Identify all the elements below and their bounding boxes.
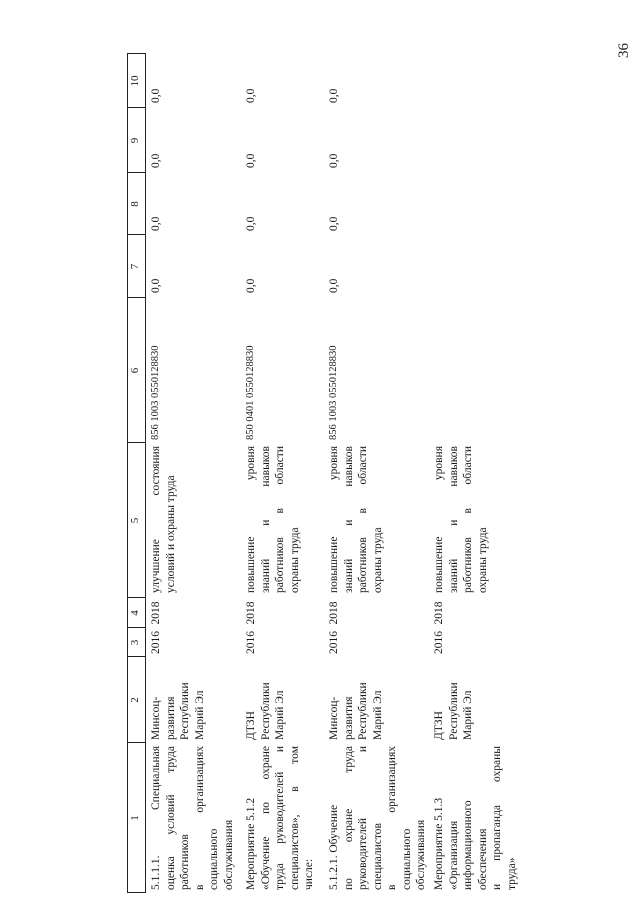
header-col-2: 2 <box>129 697 141 703</box>
text-line: специалистов <box>371 823 384 890</box>
row-3-value-10: 0,0 <box>328 88 340 103</box>
text-line: социального <box>208 828 220 890</box>
text-line: повышение уровня <box>328 446 340 593</box>
row-3-budget-code: 856 1003 0550128830 <box>328 345 339 440</box>
row-1-budget-code: 856 1003 0550128830 <box>150 345 161 440</box>
row-4-result <box>432 446 490 593</box>
row-2-executor: ДТЗН Республики Марий Эл <box>245 682 286 740</box>
text-line: повышение уровня <box>245 446 257 593</box>
text-line: обслуживания <box>415 819 427 890</box>
table-header-rule <box>145 53 146 893</box>
text-line: в организациях <box>386 746 398 890</box>
row-4-end-year: 2018 <box>433 601 445 625</box>
header-col-1: 1 <box>129 815 141 821</box>
row-4-start-year: 2016 <box>433 631 445 654</box>
text-line: работников в области <box>274 446 286 593</box>
row-3-executor: Минсоц- развития Республики Марий Эл <box>328 682 384 740</box>
row-3-end-year: 2018 <box>328 601 340 625</box>
text-line: знаний и навыков <box>447 446 460 593</box>
header-col-7: 7 <box>129 263 141 270</box>
text-line: охраны труда <box>476 527 489 593</box>
row-1-value-8: 0,0 <box>150 216 162 231</box>
text-line: и пропаганда охраны <box>491 746 503 890</box>
text-line: работников в области <box>462 446 474 593</box>
text-line: числе: <box>303 858 315 890</box>
text-line: повышение уровня <box>433 446 445 593</box>
text-line: «Обучение по охране <box>259 746 272 890</box>
text-line: Мероприятие 5.1.2 <box>245 797 257 890</box>
row-3-value-7: 0,0 <box>328 278 340 293</box>
text-line: охраны труда <box>288 527 301 593</box>
row-4-executor: ДТЗН Республики Марий Эл <box>433 682 474 740</box>
row-2-end-year: 2018 <box>245 601 257 625</box>
text-line: труда» <box>505 857 518 890</box>
text-line: «Организация <box>447 820 460 890</box>
header-col-6: 6 <box>129 367 141 374</box>
text-line: охраны труда <box>371 527 384 593</box>
row-1-result <box>149 446 178 593</box>
text-line: труда руководителей и <box>274 746 286 890</box>
text-line: знаний и навыков <box>342 446 355 593</box>
text-line: руководителей и <box>357 746 369 890</box>
text-line: в организациях <box>193 746 206 890</box>
header-col-10: 10 <box>129 75 141 87</box>
rotated-table <box>127 53 518 893</box>
row-1-activity <box>149 746 236 890</box>
page-number: 36 <box>616 43 632 58</box>
row-3-result <box>327 446 385 593</box>
row-3-value-8: 0,0 <box>328 216 340 231</box>
text-line: по охране труда <box>342 746 355 890</box>
text-line: 5.1.1.1. Специальная <box>150 746 162 890</box>
row-2-start-year: 2016 <box>245 631 257 654</box>
text-line: Мероприятие 5.1.3 <box>433 797 445 890</box>
header-col-4: 4 <box>129 610 141 616</box>
text-line: обслуживания <box>222 819 235 890</box>
header-col-8: 8 <box>129 201 141 207</box>
row-4-activity <box>432 746 519 890</box>
row-1-end-year: 2018 <box>150 601 162 625</box>
text-line: работников в области <box>357 446 369 593</box>
header-col-3: 3 <box>129 639 141 646</box>
text-line: специалистов», в том <box>288 746 301 890</box>
text-line: работников <box>179 834 191 890</box>
table-top-rule <box>127 53 128 893</box>
text-line: информационного <box>462 800 474 890</box>
text-line: 5.1.2.1. Обучение <box>328 804 340 890</box>
row-2-value-9: 0,0 <box>245 153 257 168</box>
row-1-value-10: 0,0 <box>150 88 162 103</box>
text-line: социального <box>400 828 413 890</box>
text-line: знаний и навыков <box>259 446 272 593</box>
row-3-value-9: 0,0 <box>328 153 340 168</box>
row-2-value-8: 0,0 <box>245 216 257 231</box>
row-2-activity <box>244 746 317 890</box>
row-1-executor: Минсоц- развития Республики Марий Эл <box>150 682 206 740</box>
header-col-5: 5 <box>129 517 141 524</box>
row-2-result <box>244 446 302 593</box>
row-3-start-year: 2016 <box>328 631 340 654</box>
text-line: условий и охраны труда <box>164 475 177 593</box>
text-line: оценка условий труда <box>164 746 177 890</box>
header-col-9: 9 <box>129 137 141 144</box>
text-line: обеспечения <box>476 828 489 890</box>
row-3-activity <box>327 746 429 890</box>
text-line: улучшение состояния <box>150 446 162 593</box>
row-1-value-7: 0,0 <box>150 278 162 293</box>
row-2-value-7: 0,0 <box>245 278 257 293</box>
row-1-value-9: 0,0 <box>150 153 162 168</box>
row-2-value-10: 0,0 <box>245 88 257 103</box>
row-1-start-year: 2016 <box>150 631 162 654</box>
row-2-budget-code: 850 0401 0550128830 <box>245 345 256 440</box>
